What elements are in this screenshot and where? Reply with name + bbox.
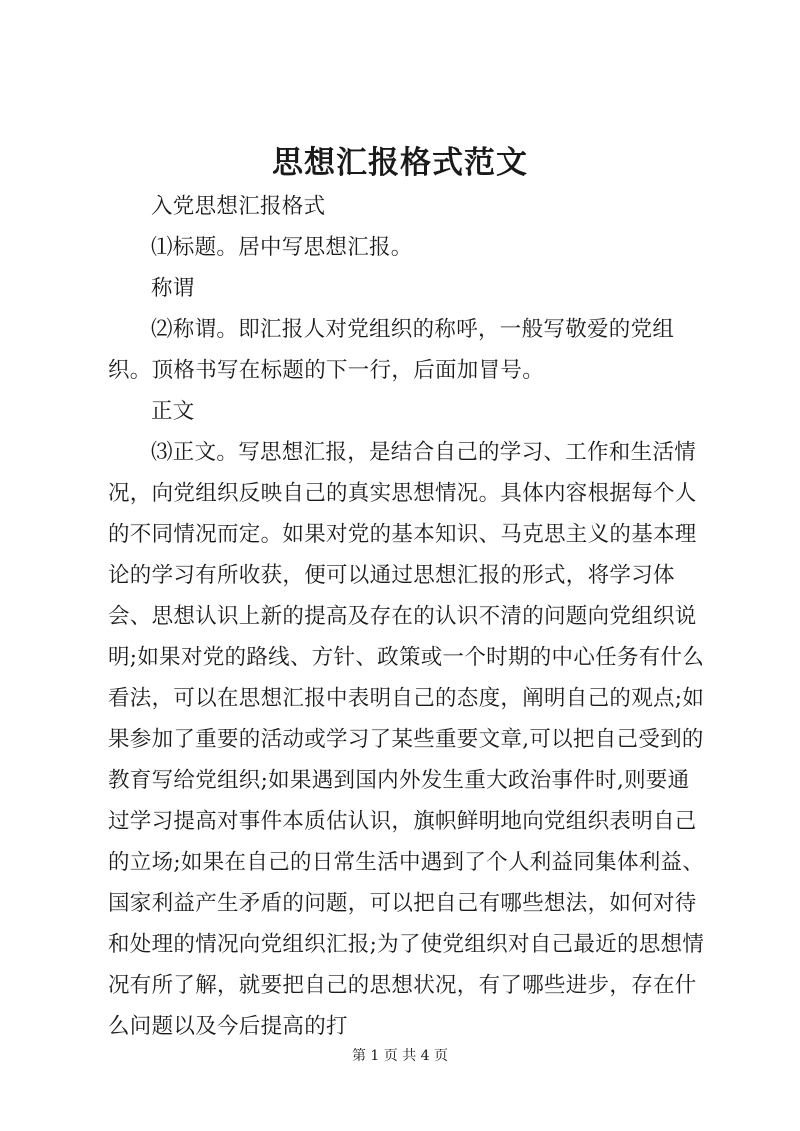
page-footer: 第 1 页 共 4 页	[351, 1048, 449, 1064]
document-body	[108, 186, 708, 1047]
paragraph-body-rule: ⑶正文。写思想汇报，是结合自己的学习、工作和生活情况，向党组织反映自己的真实思想情况。具体内容根据每个人的不同情况而定。如果对党的基本知识、马克思主义的基本理论的学习有所收获，便可以通过思想汇报的形式，将学习体会、思想认识上新的提高及存在的认识不清的问题向党组织说明;如果对党的路线、方针、政策或一个时期的中心任务有什么看法，可以在思想汇报中表明自己的态度，阐明自己的观点;如果参加了重要的活动或学习了某些重要文章,可以把自己受到的教育写给党组织;如果遇到国内外发生重大政治事件时,则要通过学习提高对事件本质估认识，旗帜鲜明地向党组织表明自己的立场;如果在自己的日常生活中遇到了个人利益同集体利益、国家利益产生矛盾的问题，可以把自己有哪些想法，如何对待和处理的情况向党组织汇报;为了使党组织对自己最近的思想情况有所了解，就要把自己的思想状况，有了哪些进步，存在什么问题以及今后提高的打	[108, 440, 705, 1039]
section-heading-salutation: 称谓	[151, 276, 195, 301]
section-heading-format: 入党思想汇报格式	[151, 194, 326, 219]
document-title: 思想汇报格式范文	[272, 145, 528, 181]
paragraph-salutation-rule: ⑵称谓。即汇报人对党组织的称呼，一般写敬爱的党组织。顶格书写在标题的下一行，后面加冒号。	[108, 317, 675, 383]
section-heading-body: 正文	[151, 399, 195, 424]
paragraph-title-rule: ⑴标题。居中写思想汇报。	[151, 235, 413, 260]
